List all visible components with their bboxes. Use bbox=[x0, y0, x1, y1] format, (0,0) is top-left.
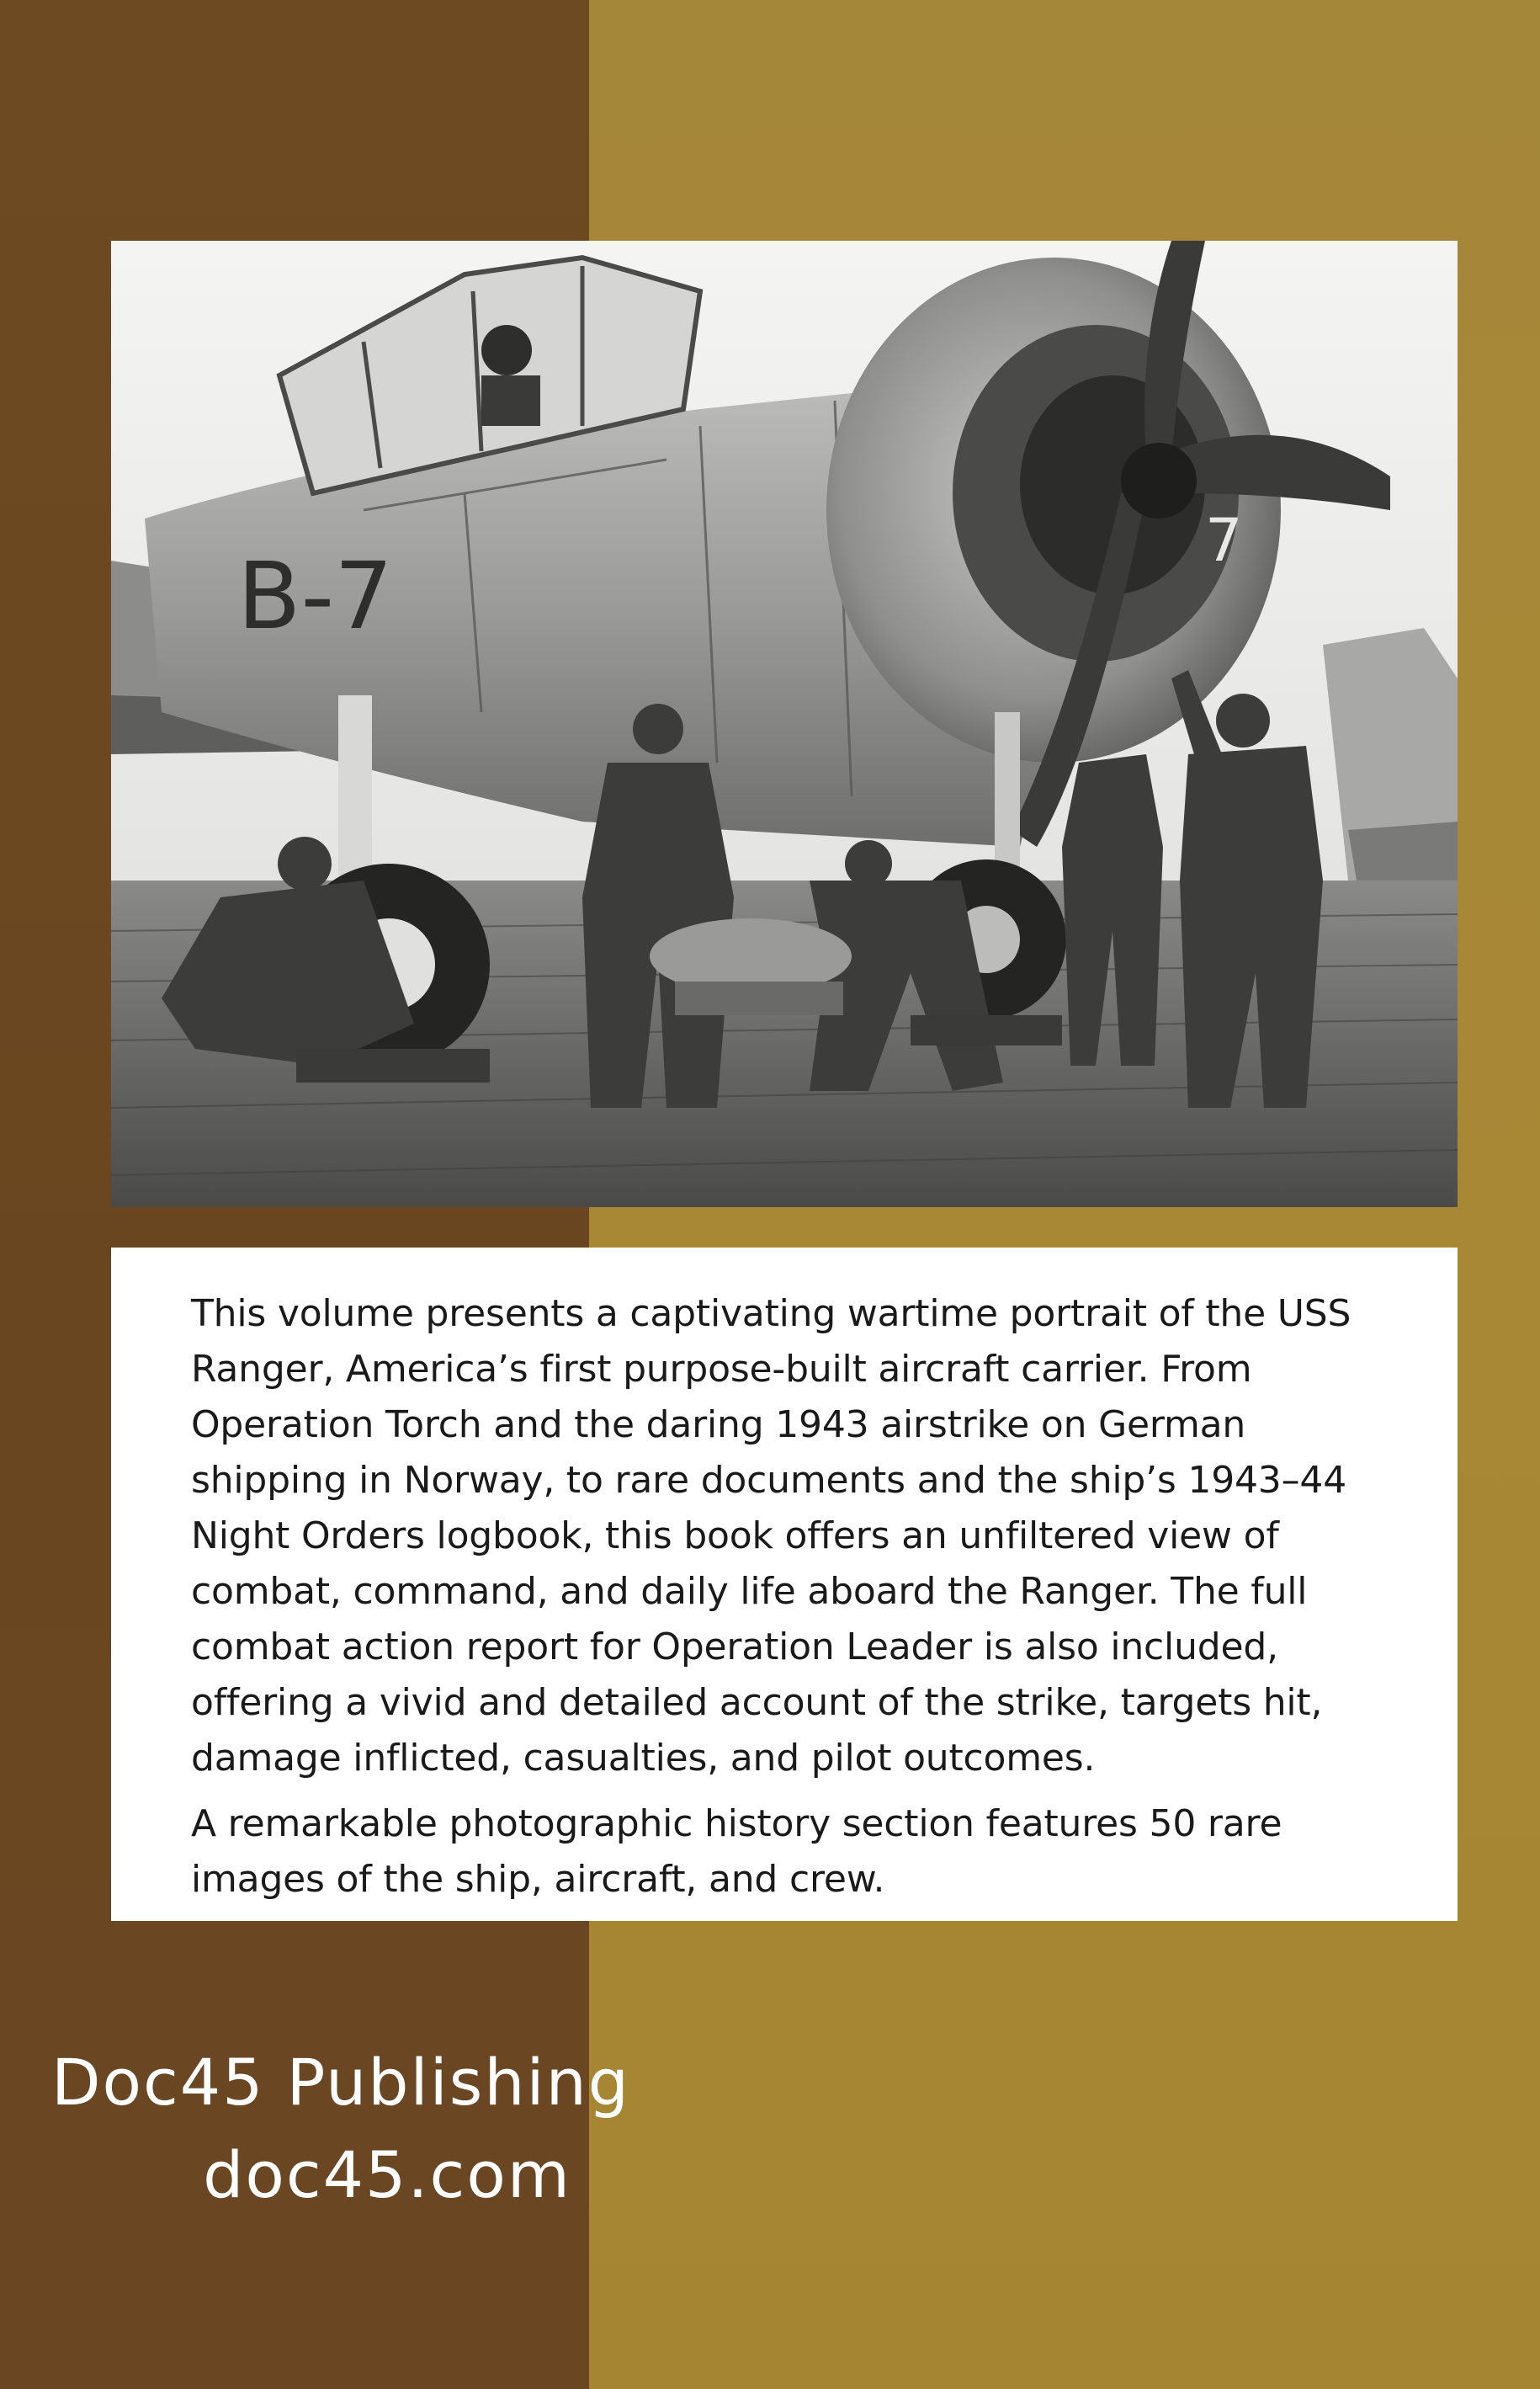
publisher-name: Doc45 Publishing bbox=[50, 2045, 631, 2120]
photographic-history-paragraph: A remarkable photographic history section features 50 rare images of the ship, aircraft, and crew. bbox=[191, 1802, 1282, 1901]
cowl-marking-text: 7 bbox=[1205, 506, 1243, 575]
aircraft-carrier-photo bbox=[111, 241, 1458, 1207]
aircraft-marking-text: B-7 bbox=[237, 542, 394, 650]
publisher-block bbox=[0, 2040, 774, 2217]
publisher-url: doc45.com bbox=[203, 2137, 571, 2212]
photo-illustration bbox=[111, 241, 1458, 1207]
book-description-box bbox=[111, 1248, 1458, 1921]
description-paragraph: This volume presents a captivating wartime portrait of the USS Ranger, America’s first purpose-built aircraft carrier. From Operation Torch and the daring 1943 airstrike on German shipping in Norway, to rare documents and the ship’s 1943–44 Night Orders logbook, this book offers an unfiltered view of combat, command, and daily life aboard the Ranger. The full combat action report for Operation Leader is also included, offering a vivid and detailed account of the strike, targets hit, damage inflicted, casualties, and pilot outcomes. bbox=[191, 1292, 1351, 1780]
